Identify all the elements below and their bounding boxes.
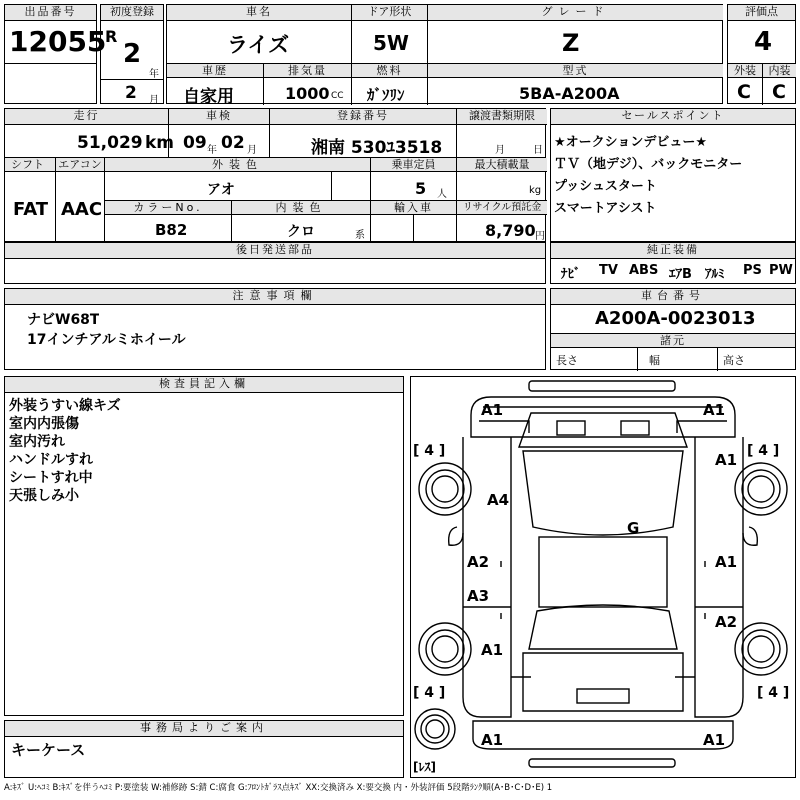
recycle-header: リサイクル預託金 [457, 201, 547, 215]
reg-number-header: 登録番号 [270, 109, 456, 125]
interior-value: C [772, 81, 786, 103]
sales-point-box [550, 108, 796, 242]
fuel-value: ｶﾞｿﾘﾝ [367, 86, 405, 104]
import-header: 輸入車 [371, 201, 456, 215]
later-parts-header: 後日発送部品 [5, 243, 545, 259]
sales-point-1: ★オークションデビュー★ [554, 135, 708, 150]
office-note: キーケース [11, 741, 86, 759]
sales-point-2: ＴＶ（地デジ）、バックモニター [554, 157, 743, 172]
inspector-box [4, 376, 404, 716]
grade-value: Z [562, 29, 580, 57]
later-parts-box [4, 242, 546, 284]
equip-pw: PW [769, 263, 793, 278]
first-registration-header: 初度登録 [101, 5, 163, 21]
inspector-note-1: 外装うすい線キズ [9, 398, 121, 414]
equip-navi: ﾅﾋﾞ [561, 267, 581, 282]
windshield [523, 451, 683, 535]
month-value: 2 [125, 83, 137, 103]
tire-rear-right: [ 4 ] [757, 685, 790, 701]
equipment-box [550, 242, 796, 284]
score-value: 4 [754, 27, 773, 57]
mark-a1-right-fender: A1 [715, 451, 738, 469]
trunk-outline [523, 653, 683, 711]
mark-a2-left: A2 [467, 553, 490, 571]
mark-g-windshield: G [627, 519, 640, 537]
yen-unit: 円 [535, 231, 545, 242]
spare-tire: [ﾚｽ] [413, 760, 436, 774]
exterior-value: C [737, 81, 751, 103]
lot-number-value: 12055 [9, 25, 107, 58]
rear-glass [529, 605, 677, 649]
door-value: 5W [373, 31, 409, 55]
inspector-note-2: 室内内張傷 [9, 416, 79, 432]
tire-front-left: [ 4 ] [413, 443, 446, 459]
hood-outline [519, 413, 687, 447]
interior-header: 内装 [763, 64, 796, 78]
equip-tv: TV [599, 263, 618, 278]
mark-a1-left-rear: A1 [481, 641, 504, 659]
detail-grid [4, 108, 546, 242]
score-box [727, 4, 796, 104]
body-right-side [695, 437, 743, 717]
shift-header: シフト [5, 158, 55, 172]
year-value: 2 [123, 39, 142, 69]
spec-width-label: 幅 [649, 354, 660, 367]
int-color-suffix: 系 [355, 230, 365, 241]
max-load-header: 最大積載量 [457, 158, 547, 172]
mark-a2-right-rear: A2 [715, 613, 738, 631]
car-diagram [411, 377, 795, 777]
inspection-header: 車検 [169, 109, 269, 125]
era-value: R [105, 27, 118, 46]
shift-value: FAT [13, 199, 49, 220]
spec-length-label: 長さ [556, 354, 578, 367]
inspection-year: 09 [183, 133, 207, 153]
lot-number-box [4, 4, 107, 104]
vehicle-info-box [166, 4, 723, 107]
km-unit: km [145, 133, 175, 153]
mark-a4-left-door: A4 [487, 491, 510, 509]
note-1: ナビW68T [27, 312, 100, 328]
ac-header: エアコン [56, 158, 104, 172]
ext-color-value: アオ [207, 182, 235, 198]
ac-value: AAC [61, 199, 103, 220]
inspector-note-4: ハンドルすれ [9, 452, 93, 468]
int-color-value: クロ [287, 224, 315, 240]
mark-a3-left-rear: A3 [467, 587, 490, 605]
roof [539, 537, 667, 607]
equipment-header: 純正装備 [551, 243, 795, 259]
capacity-unit: 人 [437, 189, 447, 200]
front-body-outline [471, 397, 735, 437]
color-no-value: B82 [155, 221, 188, 239]
first-registration-box [100, 4, 164, 104]
body-left-side [463, 437, 511, 717]
equip-ps: PS [743, 263, 762, 278]
inspector-note-5: シートすれ中 [9, 470, 93, 486]
capacity-value: 5 [415, 179, 427, 198]
displacement-header: 排気量 [264, 64, 351, 78]
cc-unit: CC [331, 91, 344, 101]
ext-color-header: 外装色 [105, 158, 370, 172]
chassis-value: A200A-0023013 [595, 308, 756, 329]
displacement-value: 1000 [285, 84, 330, 103]
mark-a1-rear-left: A1 [481, 731, 504, 749]
month-unit: 月 [149, 95, 159, 106]
chassis-box [550, 288, 796, 370]
max-load-unit: kg [529, 185, 542, 196]
sales-point-4: スマートアシスト [554, 201, 657, 216]
door-header: ドア形状 [352, 5, 427, 21]
specs-header: 諸元 [551, 334, 795, 348]
inspector-header: 検査員記入欄 [5, 377, 403, 393]
year-unit: 年 [149, 69, 159, 80]
tire-rear-left: [ 4 ] [413, 685, 446, 701]
grade-header: グレード [428, 5, 723, 21]
rear-body-outline [473, 721, 733, 749]
mark-a1-front-left: A1 [481, 401, 504, 419]
legend-text: A:ｷｽﾞ U:ﾍｺﾐ B:ｷｽﾞを伴うﾍｺﾐ P:要塗装 W:補修跡 S:錆 C:腐食 G:ﾌﾛﾝﾄｶﾞﾗｽ点ｷｽﾞ XX:交換済み X:要交換 内・外装評価 5段階ﾗﾝｸ順(A･B･C･D･E) 1 [4, 783, 553, 793]
history-value: 自家用 [183, 87, 234, 107]
sales-point-header: セールスポイント [551, 109, 795, 125]
inspection-year-unit: 年 [207, 145, 217, 156]
note-2: 17インチアルミホイール [27, 332, 186, 348]
mileage-value: 51,029 [77, 133, 143, 153]
transfer-month-unit: 月 [495, 145, 505, 156]
office-box [4, 720, 404, 778]
spare-wheel [415, 709, 455, 749]
front-bumper [529, 381, 675, 391]
recycle-value: 8,790 [485, 221, 536, 240]
capacity-header: 乗車定員 [371, 158, 456, 172]
inspection-month-unit: 月 [247, 145, 257, 156]
lot-number-header: 出品番号 [5, 5, 96, 21]
car-name-value: ライズ [227, 33, 290, 57]
rear-bumper [529, 759, 675, 767]
equip-abs: ABS [629, 263, 659, 278]
inspection-month: 02 [221, 133, 245, 153]
mark-a1-rear-right: A1 [703, 731, 726, 749]
inspector-note-3: 室内汚れ [9, 434, 65, 450]
color-no-header: カラーNo. [105, 201, 231, 215]
office-header: 事務局よりご案内 [5, 721, 403, 737]
inspector-note-6: 天張しみ小 [9, 488, 79, 504]
equip-airbag: ｴｱB [669, 267, 692, 282]
tire-front-right: [ 4 ] [747, 443, 780, 459]
transfer-day-unit: 日 [533, 145, 543, 156]
notes-box [4, 288, 546, 370]
sales-point-3: プッシュスタート [554, 179, 657, 194]
score-header: 評価点 [728, 5, 795, 21]
mileage-header: 走行 [5, 109, 168, 125]
model-header: 型式 [428, 64, 723, 78]
car-name-header: 車名 [167, 5, 351, 21]
notes-header: 注意事項欄 [5, 289, 545, 305]
model-value: 5BA-A200A [519, 84, 620, 103]
mark-a1-front-right: A1 [703, 401, 726, 419]
equip-alloy: ｱﾙﾐ [705, 267, 725, 282]
spec-height-label: 高さ [723, 354, 745, 367]
int-color-header: 内装色 [232, 201, 370, 215]
car-diagram-box [410, 376, 796, 778]
exterior-header: 外装 [728, 64, 762, 78]
fuel-header: 燃料 [352, 64, 427, 78]
transfer-header: 譲渡書類期限 [457, 109, 547, 125]
mark-a1-right-door: A1 [715, 553, 738, 571]
history-header: 車歴 [167, 64, 263, 78]
chassis-header: 車台番号 [551, 289, 795, 305]
reg-number-value: 湘南 530ﾕ3518 [311, 138, 443, 158]
